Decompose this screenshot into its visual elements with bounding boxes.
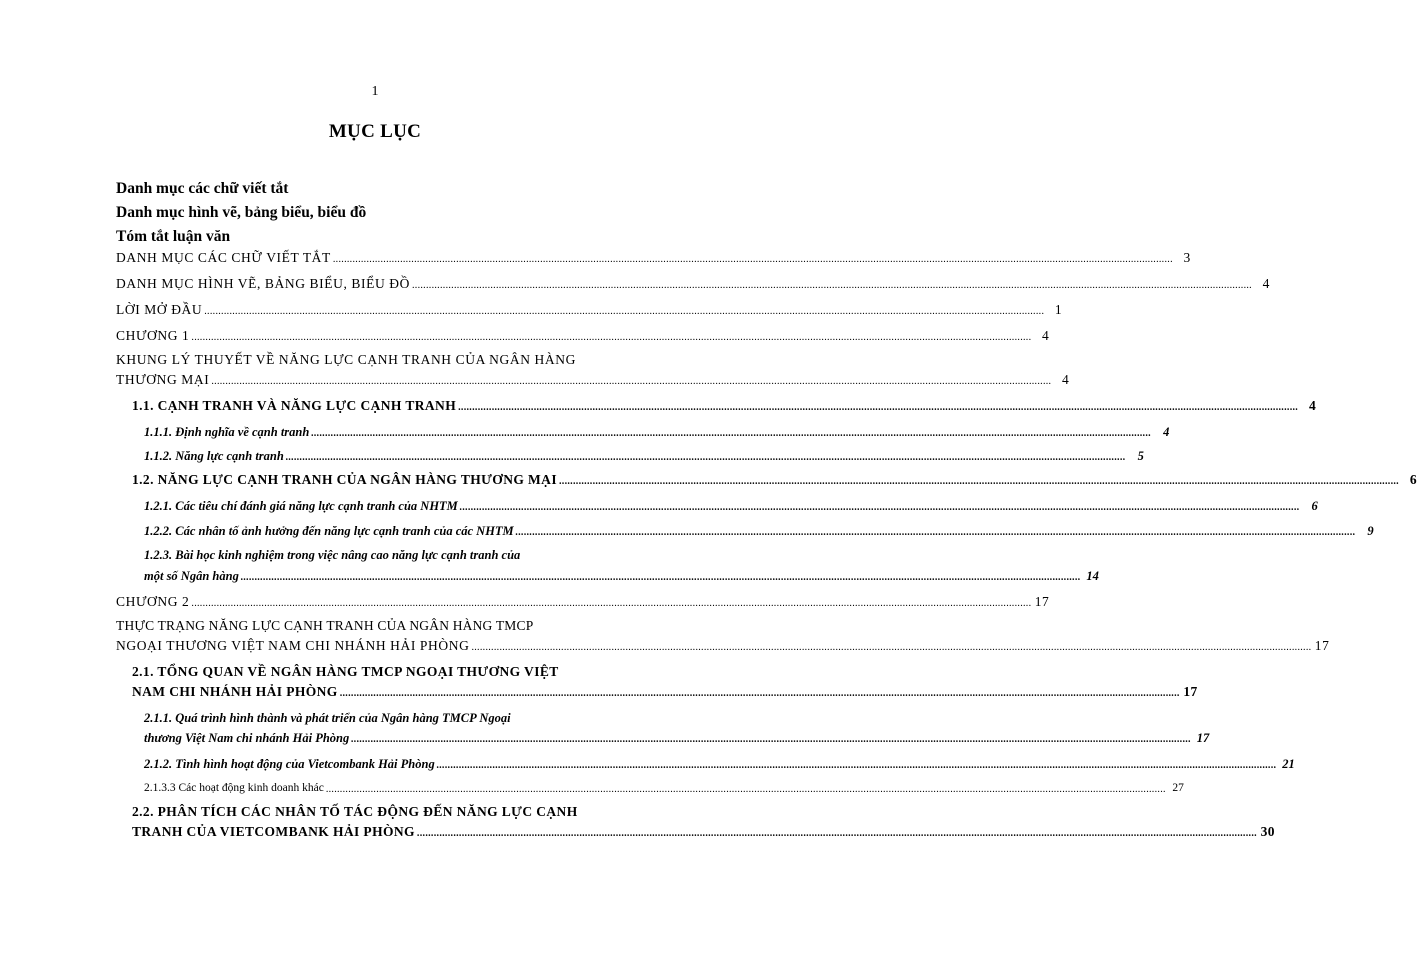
toc-entry-chapter-1-title-line1[interactable]: KHUNG LÝ THUYẾT VỀ NĂNG LỰC CẠNH TRANH CỦA NGÂN HÀNG [116, 352, 576, 367]
toc-leader: ............................................................................................................................................................................................................................................................................................................ [471, 642, 1312, 653]
toc-entry-text: THƯƠNG MẠI [116, 372, 210, 387]
toc-entry-1-2-1[interactable] [144, 498, 1318, 514]
toc-entry-2-1-1-line1[interactable]: 2.1.1. Quá trình hình thành và phát triển của Ngân hàng TMCP Ngoại [144, 711, 511, 725]
page-title: MỤC LỤC [328, 121, 422, 142]
toc-entry-chapter-1-title[interactable] [116, 372, 1070, 388]
toc-entry-2-2-line1[interactable]: 2.2. PHÂN TÍCH CÁC NHÂN TỐ TÁC ĐỘNG ĐẾN NĂNG LỰC CẠNH [132, 804, 578, 819]
toc-entry-page: 17 [1314, 638, 1330, 653]
toc-entry-page: 1 [1054, 302, 1063, 317]
toc-leader: ............................................................................................................................................................................................................................................................................................................ [436, 760, 1277, 771]
toc-entry-page: 4 [1042, 328, 1050, 343]
toc-entry-page: 17 [1034, 594, 1050, 609]
toc-entry-1-1-2[interactable] [144, 448, 1144, 464]
toc-entry-1-1[interactable] [132, 398, 1317, 414]
toc-entry-2-1[interactable] [132, 684, 1198, 700]
toc-entry-page: 9 [1367, 524, 1374, 538]
toc-entry-2-1-2[interactable] [144, 756, 1295, 772]
toc-entry-text: NGOẠI THƯƠNG VIỆT NAM CHI NHÁNH HẢI PHÒNG [116, 638, 470, 653]
toc-entry-text: CHƯƠNG 2 [116, 594, 190, 609]
toc-leader: ............................................................................................................................................................................................................................................................................................................ [204, 306, 1045, 317]
toc-entry-2-2[interactable] [132, 824, 1275, 840]
toc-leader: ............................................................................................................................................................................................................................................................................................................ [339, 688, 1180, 699]
toc-entry-text: DANH MỤC CÁC CHỮ VIẾT TẮT [116, 250, 331, 265]
toc-entry-page: 3 [1183, 250, 1191, 265]
toc-entry-text: 1.2. NĂNG LỰC CẠNH TRANH CỦA NGÂN HÀNG THƯƠNG MẠI [132, 472, 557, 487]
toc-leader: ............................................................................................................................................................................................................................................................................................................ [325, 784, 1166, 795]
toc-leader: ............................................................................................................................................................................................................................................................................................................ [191, 332, 1032, 343]
toc-leader: ............................................................................................................................................................................................................................................................................................................ [240, 572, 1081, 583]
toc-entry-text: NAM CHI NHÁNH HẢI PHÒNG [132, 684, 338, 699]
toc-entry-page: 5 [1137, 449, 1144, 463]
toc-leader: ............................................................................................................................................................................................................................................................................................................ [459, 502, 1300, 513]
toc-entry-text: 1.1. CẠNH TRANH VÀ NĂNG LỰC CẠNH TRANH [132, 398, 457, 413]
toc-entry-text: 1.2.1. Các tiêu chí đánh giá năng lực cạnh tranh của NHTM [144, 499, 458, 513]
toc-entry-chapter-2-title[interactable] [116, 638, 1330, 654]
toc-leader: ............................................................................................................................................................................................................................................................................................................ [558, 476, 1399, 487]
toc-entry-1-2-3-line1[interactable]: 1.2.3. Bài học kinh nghiệm trong việc nâng cao năng lực cạnh tranh của [144, 548, 521, 562]
toc-leader: ............................................................................................................................................................................................................................................................................................................ [332, 254, 1173, 265]
preliminary-figures-tables: Danh mục hình vẽ, bảng biểu, biểu đồ [116, 204, 367, 221]
toc-entry-text: thương Việt Nam chi nhánh Hải Phòng [144, 731, 350, 745]
toc-entry-text: 1.1.1. Định nghĩa về cạnh tranh [144, 425, 310, 439]
toc-entry-page: 14 [1086, 569, 1099, 583]
toc-entry-text: 2.1.2. Tình hình hoạt động của Vietcombank Hải Phòng [144, 757, 435, 771]
toc-entry-page: 17 [1196, 731, 1210, 745]
toc-entry-2-1-line1[interactable]: 2.1. TỔNG QUAN VỀ NGÂN HÀNG TMCP NGOẠI THƯƠNG VIỆT [132, 664, 559, 679]
toc-entry-text: LỜI MỞ ĐẦU [116, 302, 203, 317]
toc-entry-text: DANH MỤC HÌNH VẼ, BẢNG BIỂU, BIỂU ĐỒ [116, 276, 410, 291]
toc-entry-chapter-2[interactable] [116, 594, 1050, 610]
toc-entry-page: 4 [1163, 425, 1170, 439]
toc-entry-text: CHƯƠNG 1 [116, 328, 190, 343]
toc-leader: ............................................................................................................................................................................................................................................................................................................ [351, 734, 1192, 745]
toc-entry-abbreviations[interactable] [116, 250, 1191, 266]
toc-entry-page: 30 [1260, 824, 1275, 839]
toc-entry-chapter-1[interactable] [116, 328, 1050, 344]
toc-entry-2-1-3-3[interactable] [144, 780, 1184, 796]
toc-leader: ............................................................................................................................................................................................................................................................................................................ [458, 402, 1299, 413]
toc-entry-page: 4 [1308, 398, 1317, 413]
toc-entry-figures[interactable] [116, 276, 1270, 292]
page-number: 1 [371, 84, 379, 99]
toc-entry-introduction[interactable] [116, 302, 1063, 318]
toc-leader: ............................................................................................................................................................................................................................................................................................................ [285, 452, 1126, 463]
toc-entry-page: 17 [1183, 684, 1198, 699]
toc-entry-text: 2.1.3.3 Các hoạt động kinh doanh khác [144, 782, 324, 794]
toc-entry-text: 1.1.2. Năng lực cạnh tranh [144, 449, 284, 463]
toc-entry-page: 27 [1172, 782, 1184, 794]
toc-entry-page: 4 [1262, 276, 1270, 291]
preliminary-summary: Tóm tắt luận văn [116, 228, 231, 245]
toc-leader: ............................................................................................................................................................................................................................................................................................................ [191, 598, 1032, 609]
toc-leader: ............................................................................................................................................................................................................................................................................................................ [311, 428, 1152, 439]
toc-entry-page: 4 [1061, 372, 1070, 387]
toc-entry-1-2-3[interactable] [144, 568, 1099, 584]
toc-entry-1-2[interactable] [132, 472, 1417, 488]
toc-leader: ............................................................................................................................................................................................................................................................................................................ [515, 527, 1356, 538]
toc-entry-text: 1.2.2. Các nhân tố ảnh hưởng đến năng lực cạnh tranh của các NHTM [144, 524, 514, 538]
toc-entry-1-2-2[interactable] [144, 523, 1374, 539]
toc-leader: ............................................................................................................................................................................................................................................................................................................ [416, 828, 1257, 839]
preliminary-abbreviations: Danh mục các chữ viết tắt [116, 180, 289, 197]
toc-entry-1-1-1[interactable] [144, 424, 1170, 440]
toc-entry-chapter-2-title-line1[interactable]: THỰC TRẠNG NĂNG LỰC CẠNH TRANH CỦA NGÂN HÀNG TMCP [116, 618, 534, 633]
toc-leader: ............................................................................................................................................................................................................................................................................................................ [411, 280, 1252, 291]
toc-entry-text: một số Ngân hàng [144, 569, 239, 583]
toc-leader: ............................................................................................................................................................................................................................................................................................................ [211, 376, 1052, 387]
toc-entry-text: TRANH CỦA VIETCOMBANK HẢI PHÒNG [132, 824, 415, 839]
toc-entry-2-1-1[interactable] [144, 730, 1210, 746]
toc-entry-page: 6 [1311, 499, 1318, 513]
toc-entry-page: 21 [1282, 757, 1295, 771]
toc-entry-page: 6 [1409, 472, 1417, 487]
